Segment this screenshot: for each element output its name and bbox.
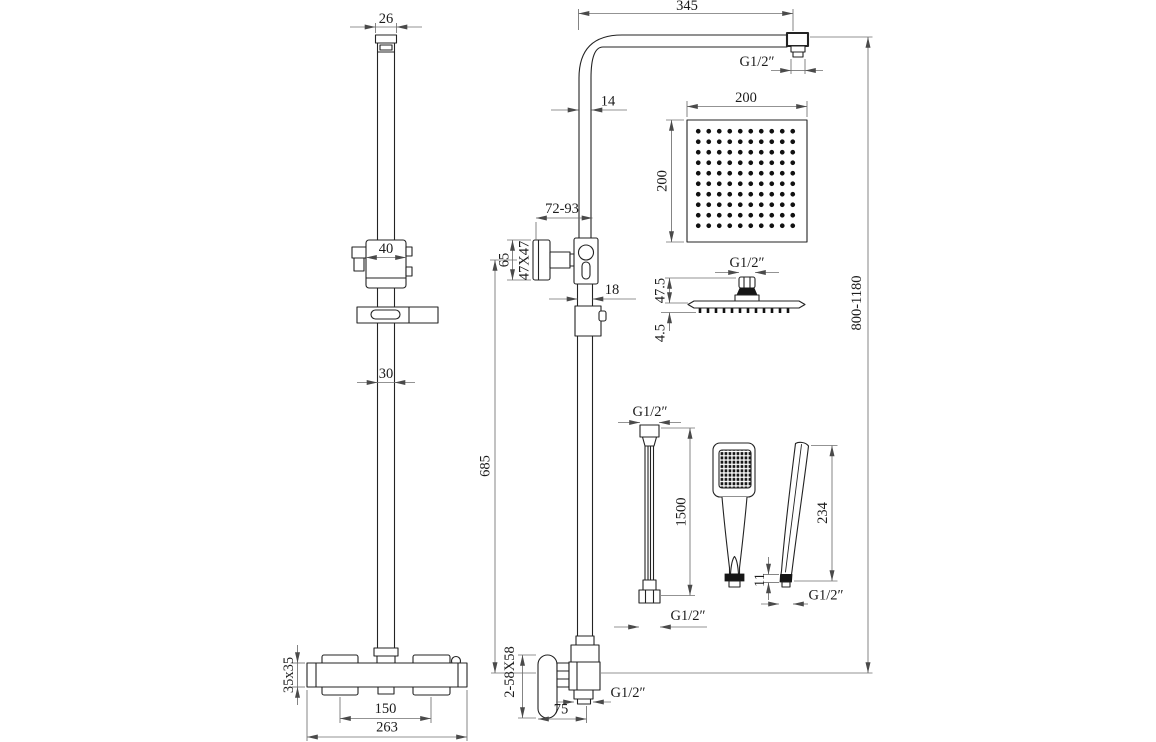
front-view <box>281 11 467 741</box>
dim-label-wall-clearance: 72-93 <box>545 201 579 217</box>
valve-side <box>538 636 600 718</box>
dim-label-escutcheons: 2-58X58 <box>502 646 518 698</box>
dim-head-height <box>655 120 685 242</box>
dim-label-valve-length: 263 <box>376 719 398 736</box>
dim-label-handset-thread: G1/2″ <box>808 587 844 604</box>
dim-label-slider-width: 40 <box>378 241 394 257</box>
handset-side <box>752 442 844 604</box>
dim-upper-pipe <box>551 94 627 111</box>
dim-head-width <box>687 90 807 117</box>
dim-label-plate-thickness: 4.5 <box>652 323 669 343</box>
dim-wall-clearance <box>536 201 593 240</box>
dim-rail-width <box>357 366 415 383</box>
wall-bracket-side <box>533 238 598 284</box>
dim-label-washer-height: 11 <box>752 573 768 587</box>
dim-hose-thread-bottom <box>614 608 707 627</box>
dim-arm-thread <box>739 54 823 74</box>
dim-label-arm-thread: G1/2″ <box>739 54 775 70</box>
pipe-slider-side <box>575 306 606 336</box>
shower-arm-outlet <box>787 33 808 57</box>
soap-dish <box>357 307 438 323</box>
dim-riser-length <box>478 260 518 673</box>
handset-nozzle-grid <box>719 450 751 488</box>
dim-label-head-thread: G1/2″ <box>729 255 765 271</box>
dim-label-wall-plate: 47X47 <box>516 240 533 281</box>
dim-label-hose-length: 1500 <box>673 497 690 527</box>
dim-label-lower-pipe: 18 <box>604 282 620 298</box>
dim-label-outlet-thread: G1/2″ <box>610 685 646 701</box>
dim-label-cap-width: 26 <box>378 11 394 27</box>
dim-escutcheons <box>502 646 536 718</box>
nozzle-dot-grid <box>695 128 801 234</box>
dim-label-handset-length: 234 <box>815 502 831 524</box>
dim-label-valve-depth: 75 <box>553 701 569 718</box>
dim-hose-thread-top <box>618 404 681 423</box>
dim-label-inlet-centers: 150 <box>374 701 397 717</box>
dim-label-arm-reach: 345 <box>676 0 698 14</box>
dim-head-thread <box>715 255 779 273</box>
dim-label-hose-thread-bottom: G1/2″ <box>670 608 706 624</box>
dim-valve-body <box>281 645 305 705</box>
shower-hose <box>614 404 707 627</box>
dim-washer-height <box>752 557 779 600</box>
slide-rail-front <box>376 35 397 648</box>
dim-plate-thickness <box>653 313 697 343</box>
dim-label-valve-body: 35x35 <box>281 656 297 694</box>
dim-label-head-width: 200 <box>735 90 757 106</box>
dim-arm-reach <box>579 0 794 31</box>
overhead-shower-side <box>653 255 806 342</box>
dim-label-bracket-height: 65 <box>496 252 513 268</box>
dim-label-head-depth: 47.5 <box>652 277 669 304</box>
dim-label-hose-thread-top: G1/2″ <box>632 404 668 420</box>
dim-hose-length <box>661 428 695 596</box>
dim-cap-width <box>350 11 422 33</box>
dim-label-overall-height: 800-1180 <box>849 275 865 331</box>
dim-label-upper-pipe: 14 <box>600 93 616 110</box>
nozzle-tick-row <box>699 309 795 314</box>
overhead-shower-face <box>655 90 808 242</box>
dim-handset-thread <box>761 588 844 605</box>
thermostatic-valve-front <box>307 648 467 695</box>
dim-label-riser-length: 685 <box>477 455 494 477</box>
dim-label-head-height: 200 <box>654 170 671 192</box>
dim-overall-height <box>491 37 873 673</box>
dim-label-rail-width: 30 <box>378 366 394 382</box>
dim-head-depth <box>653 278 737 303</box>
handset-front <box>713 443 755 587</box>
